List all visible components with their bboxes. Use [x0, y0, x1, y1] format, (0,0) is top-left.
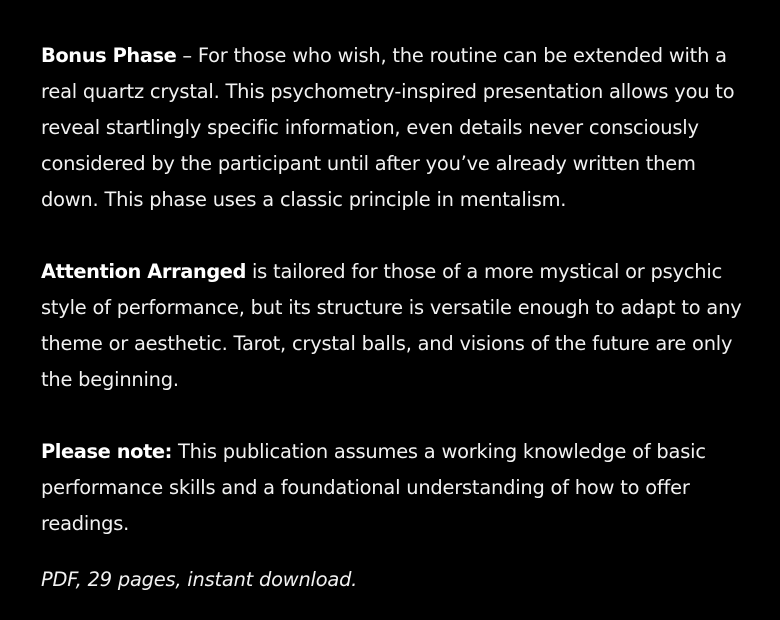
please-note-label: Please note:: [41, 440, 173, 463]
bonus-phase-heading: Bonus Phase: [41, 44, 177, 67]
product-description: [41, 38, 746, 598]
attention-arranged-paragraph: [41, 254, 746, 398]
product-format-info: PDF, 29 pages, instant download.: [41, 568, 358, 591]
attention-arranged-text: is tailored for those of a more mystical or psychic style of performance, but its structure is versatile enough to adapt to any theme or aesthetic. Tarot, crystal balls, and visions of the future are only the beginning.: [41, 260, 742, 391]
bonus-phase-paragraph: [41, 38, 746, 218]
please-note-text: This publication assumes a working knowledge of basic performance skills and a foundational understanding of how to offer readings.: [41, 440, 706, 535]
attention-arranged-title: Attention Arranged: [41, 260, 247, 283]
please-note-paragraph: [41, 434, 746, 542]
bonus-phase-text: – For those who wish, the routine can be extended with a real quartz crystal. This psychometry-inspired presentation allows you to reveal startlingly specific information, even details never consciously considered by the participant until after you’ve already written them down. This phase uses a classic principle in mentalism.: [41, 44, 735, 211]
